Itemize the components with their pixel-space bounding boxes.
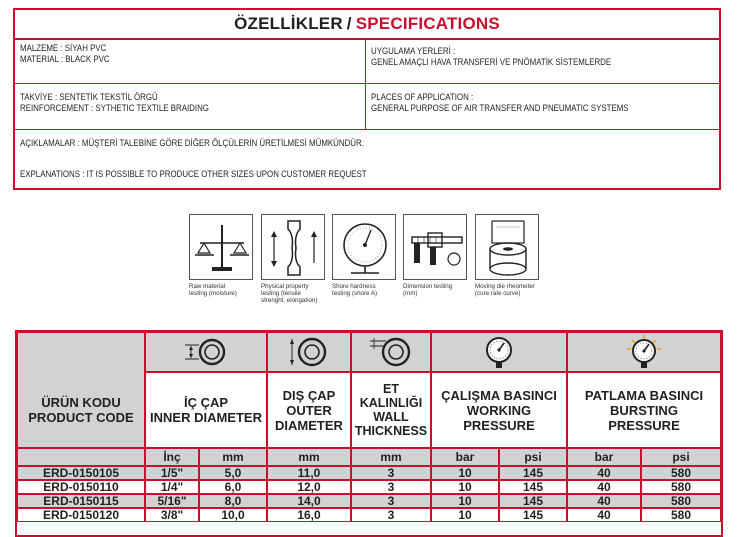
specifications-panel — [13, 8, 721, 190]
header-bursting-pressure: PATLAMA BASINCI BURSTING PRESSURE — [567, 372, 721, 448]
cell-wall-mm: 3 — [351, 466, 431, 480]
cell-inner-mm: 8,0 — [199, 494, 267, 508]
outer-diameter-icon — [267, 332, 351, 372]
cell-inner-mm: 6,0 — [199, 480, 267, 494]
application-en-cell — [366, 84, 719, 130]
test-dimension — [403, 214, 469, 314]
burst-gauge-icon — [567, 332, 721, 372]
cell-product-code: ERD-0150120 — [17, 508, 145, 522]
cell-working-psi: 145 — [499, 508, 567, 522]
cell-inch: 1/4" — [145, 480, 199, 494]
pressure-gauge-icon — [431, 332, 567, 372]
tensile-test-icon — [261, 214, 325, 280]
cell-outer-mm: 16,0 — [267, 508, 351, 522]
cell-bursting-bar: 40 — [567, 494, 641, 508]
explanations-cell — [15, 130, 719, 188]
application-tr-label: UYGULAMA YERLERİ : — [371, 46, 456, 56]
inner-diameter-icon — [145, 332, 267, 372]
header-product-code: ÜRÜN KODU PRODUCT CODE — [17, 332, 145, 448]
cell-inner-mm: 5,0 — [199, 466, 267, 480]
title-english: SPECIFICATIONS — [355, 14, 500, 33]
unit-psi-working: psi — [499, 448, 567, 466]
test-physical-property — [261, 214, 327, 314]
cell-product-code: ERD-0150110 — [17, 480, 145, 494]
header-outer-diameter: DIŞ ÇAP OUTER DIAMETER — [267, 372, 351, 448]
test-rheometer — [475, 214, 541, 314]
cell-working-bar: 10 — [431, 480, 499, 494]
cell-inch: 1/5" — [145, 466, 199, 480]
reinforcement-tr: TAKVİYE : SENTETİK TEKSTİL ÖRGÜ — [20, 92, 158, 102]
cell-product-code: ERD-0150115 — [17, 494, 145, 508]
application-en: GENERAL PURPOSE OF AIR TRANSFER AND PNEUMATIC SYSTEMS — [371, 103, 629, 113]
cell-bursting-psi: 580 — [641, 466, 721, 480]
table-row — [17, 466, 721, 480]
cell-working-psi: 145 — [499, 480, 567, 494]
header-wall-thickness: ET KALINLIĞI WALL THICKNESS — [351, 372, 431, 448]
cell-product-code: ERD-0150105 — [17, 466, 145, 480]
title-separator: / — [346, 14, 352, 33]
wall-thickness-icon — [351, 332, 431, 372]
test-caption: Dimension testing (mm) — [403, 283, 453, 297]
table-row — [17, 508, 721, 522]
test-shore-hardness — [332, 214, 398, 314]
cell-working-bar: 10 — [431, 508, 499, 522]
cell-outer-mm: 11,0 — [267, 466, 351, 480]
cell-inch: 5/16" — [145, 494, 199, 508]
shore-gauge-icon — [332, 214, 396, 280]
unit-mm-outer: mm — [267, 448, 351, 466]
header-inner-diameter: İÇ ÇAP INNER DIAMETER — [145, 372, 267, 448]
unit-psi-bursting: psi — [641, 448, 721, 466]
application-en-label: PLACES OF APPLICATION : — [371, 92, 474, 102]
caliper-icon — [403, 214, 467, 280]
test-caption: Physical property testing (tensile strenght, elongation) — [261, 283, 318, 304]
explanation-en: EXPLANATIONS : IT IS POSSIBLE TO PRODUCE OTHER SIZES UPON CUSTOMER REQUEST — [20, 169, 367, 179]
table-row — [17, 494, 721, 508]
material-en: MATERIAL : BLACK PVC — [20, 54, 110, 64]
material-tr: MALZEME : SİYAH PVC — [20, 43, 107, 53]
cell-working-bar: 10 — [431, 494, 499, 508]
cell-working-psi: 145 — [499, 494, 567, 508]
balance-scale-icon — [189, 214, 253, 280]
product-table — [15, 330, 723, 537]
cell-bursting-bar: 40 — [567, 508, 641, 522]
cell-bursting-psi: 580 — [641, 480, 721, 494]
unit-blank — [17, 448, 145, 466]
test-caption: Raw material testing (moisture) — [189, 283, 237, 297]
table-row — [17, 480, 721, 494]
material-cell — [15, 40, 366, 84]
header-working-pressure: ÇALIŞMA BASINCI WORKING PRESSURE — [431, 372, 567, 448]
cell-bursting-bar: 40 — [567, 466, 641, 480]
reinforcement-cell — [15, 84, 366, 130]
unit-inch: İnç — [145, 448, 199, 466]
cell-wall-mm: 3 — [351, 494, 431, 508]
application-tr: GENEL AMAÇLI HAVA TRANSFERİ VE PNÖMATİK SİSTEMLERDE — [371, 57, 612, 67]
cell-bursting-bar: 40 — [567, 480, 641, 494]
cell-working-bar: 10 — [431, 466, 499, 480]
title-turkish: ÖZELLİKLER — [234, 14, 343, 33]
application-tr-cell — [366, 40, 719, 84]
unit-bar-bursting: bar — [567, 448, 641, 466]
cell-inch: 3/8" — [145, 508, 199, 522]
cell-outer-mm: 12,0 — [267, 480, 351, 494]
test-methods — [189, 214, 549, 314]
cell-bursting-psi: 580 — [641, 508, 721, 522]
unit-bar-working: bar — [431, 448, 499, 466]
cell-outer-mm: 14,0 — [267, 494, 351, 508]
test-raw-material — [189, 214, 255, 314]
cell-wall-mm: 3 — [351, 508, 431, 522]
cell-inner-mm: 10,0 — [199, 508, 267, 522]
rheometer-icon — [475, 214, 539, 280]
test-caption: Moving die rheometer (cure rate curve) — [475, 283, 535, 297]
cell-bursting-psi: 580 — [641, 494, 721, 508]
test-caption: Shore hardness testing (shore A) — [332, 283, 378, 297]
reinforcement-en: REINFORCEMENT : SYTHETIC TEXTILE BRAIDING — [20, 103, 209, 113]
unit-mm-wall: mm — [351, 448, 431, 466]
cell-working-psi: 145 — [499, 466, 567, 480]
unit-mm-inner: mm — [199, 448, 267, 466]
specifications-title — [15, 10, 719, 40]
cell-wall-mm: 3 — [351, 480, 431, 494]
explanation-tr: AÇIKLAMALAR : MÜŞTERİ TALEBİNE GÖRE DİĞER ÖLÇÜLERİN ÜRETİLMESİ MÜMKÜNDÜR. — [20, 138, 364, 148]
